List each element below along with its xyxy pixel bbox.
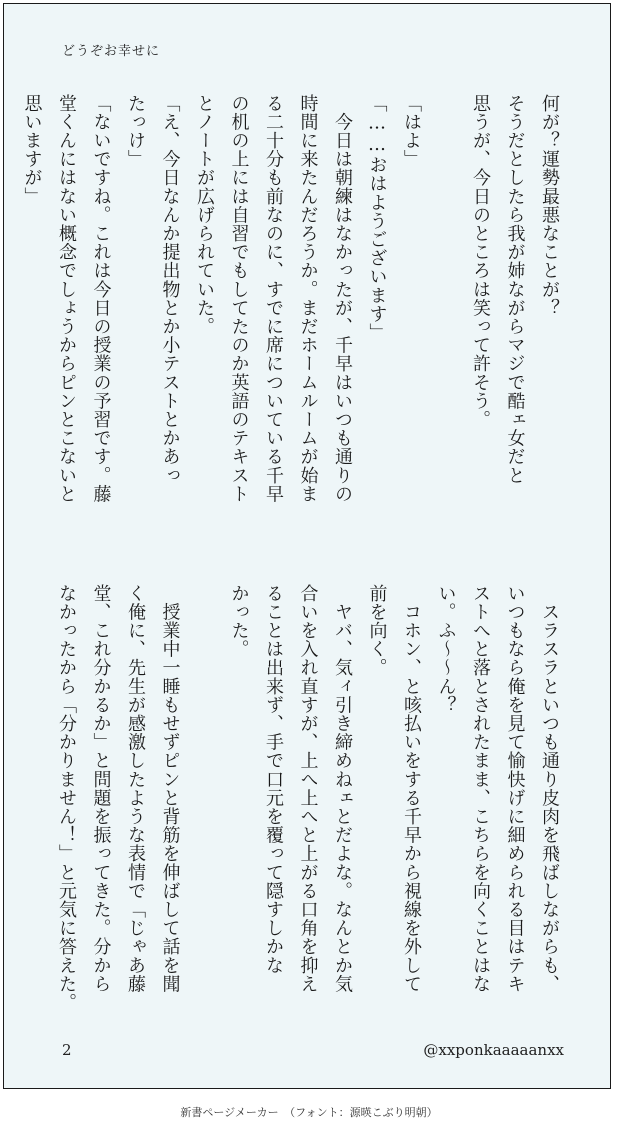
book-page (3, 3, 611, 1089)
text-block-bottom: スラスラといつも通り皮肉を飛ばしながらも、 いつもなら俺を見て愉快げに細められる目はテキ ストへと落とされたまま、こちらを向くことはな い。ふ〜〜ん？ コホン、と咳払いをする千早から視線を外して 前を向く。 ヤバ、気ィ引き締めねェとだよな。なんとか気 合いを入れ直すが、上へ上へと上がる口角を抑え ることは出来ず、手で口元を覆って隠すしかな かった。 授業中一睡もせずピンと背筋を伸ばして話を聞 く俺に、先生が感激したような表情で「じゃあ藤 堂、これ分かるか」と問題を振ってきた。分から なかったから「分かりません！」と元気に答えた。 (56, 584, 560, 1012)
generator-credit: 新書ページメーカー （フォント：源暎こぶり明朝） (180, 1106, 438, 1119)
text-block-top: 何が？運勢最悪なことが？ そうだとしたら我が姉ながらマジで酷ェ女だと 思うが、今日のところは笑って許そう。 「はよ」 「……おはようございます」 今日は朝練はなかったが、千早はいつも通りの 時間に来たんだろうか。まだホームルームが始ま る二十分も前なのに、すでに席についている千早 の机の上には自習でもしてたのか英語のテキスト とノートが広げられていた。 「え、今日なんか提出物とか小テストとかあっ たっけ」 「ないですね。これは今日の授業の予習です。藤 堂くんにはない概念でしょうからピンとこないと 思いますが」 (21, 94, 560, 504)
author-handle: @xxponkaaaaanxx (423, 1041, 564, 1059)
running-title: どうぞお幸せに (62, 44, 161, 59)
page-number: 2 (62, 1041, 72, 1059)
